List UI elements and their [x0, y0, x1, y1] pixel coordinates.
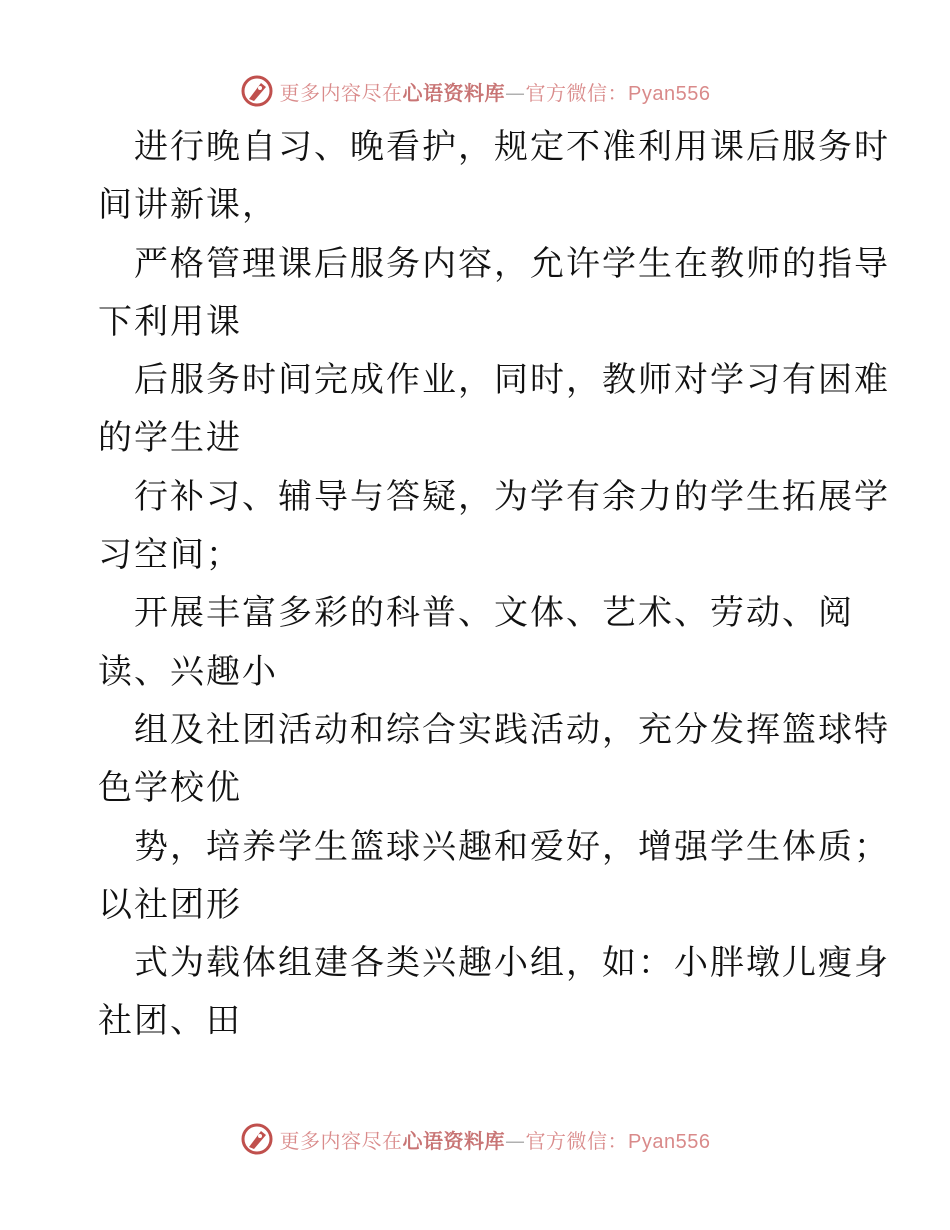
banner-text: 更多内容尽在心语资料库—官方微信：Pyan556	[279, 80, 711, 105]
text-line: 进行晚自习、晚看护，规定不准利用课后服务时	[134, 127, 890, 167]
banner-text: 更多内容尽在心语资料库—官方微信：Pyan556	[279, 1128, 711, 1153]
text-line: 行补习、辅导与答疑，为学有余力的学生拓展学	[134, 476, 890, 517]
text-line: 社团、田	[98, 1001, 242, 1042]
text-line: 读、兴趣小	[98, 651, 278, 692]
text-line: 以社团形	[98, 884, 242, 925]
pen-nib-logo-icon	[240, 74, 274, 108]
header-banner	[0, 71, 950, 111]
footer-banner	[0, 1119, 950, 1159]
text-line: 势，培养学生篮球兴趣和爱好，增强学生体质；	[134, 826, 890, 867]
text-line: 严格管理课后服务内容，允许学生在教师的指导	[134, 243, 890, 284]
text-line: 式为载体组建各类兴趣小组，如：小胖墩儿瘦身	[134, 943, 890, 984]
text-line: 的学生进	[98, 418, 242, 459]
text-line: 后服务时间完成作业，同时，教师对学习有困难	[134, 360, 890, 401]
text-line: 色学校优	[98, 768, 242, 809]
document-body	[98, 118, 890, 1051]
pen-nib-logo-icon	[240, 1122, 274, 1156]
text-line: 开展丰富多彩的科普、文体、艺术、劳动、阅	[134, 593, 854, 634]
text-line: 组及社团活动和综合实践活动，充分发挥篮球特	[134, 709, 890, 750]
text-line: 下利用课	[98, 301, 242, 342]
text-line: 间讲新课，	[98, 185, 278, 226]
text-line: 习空间；	[98, 535, 242, 576]
